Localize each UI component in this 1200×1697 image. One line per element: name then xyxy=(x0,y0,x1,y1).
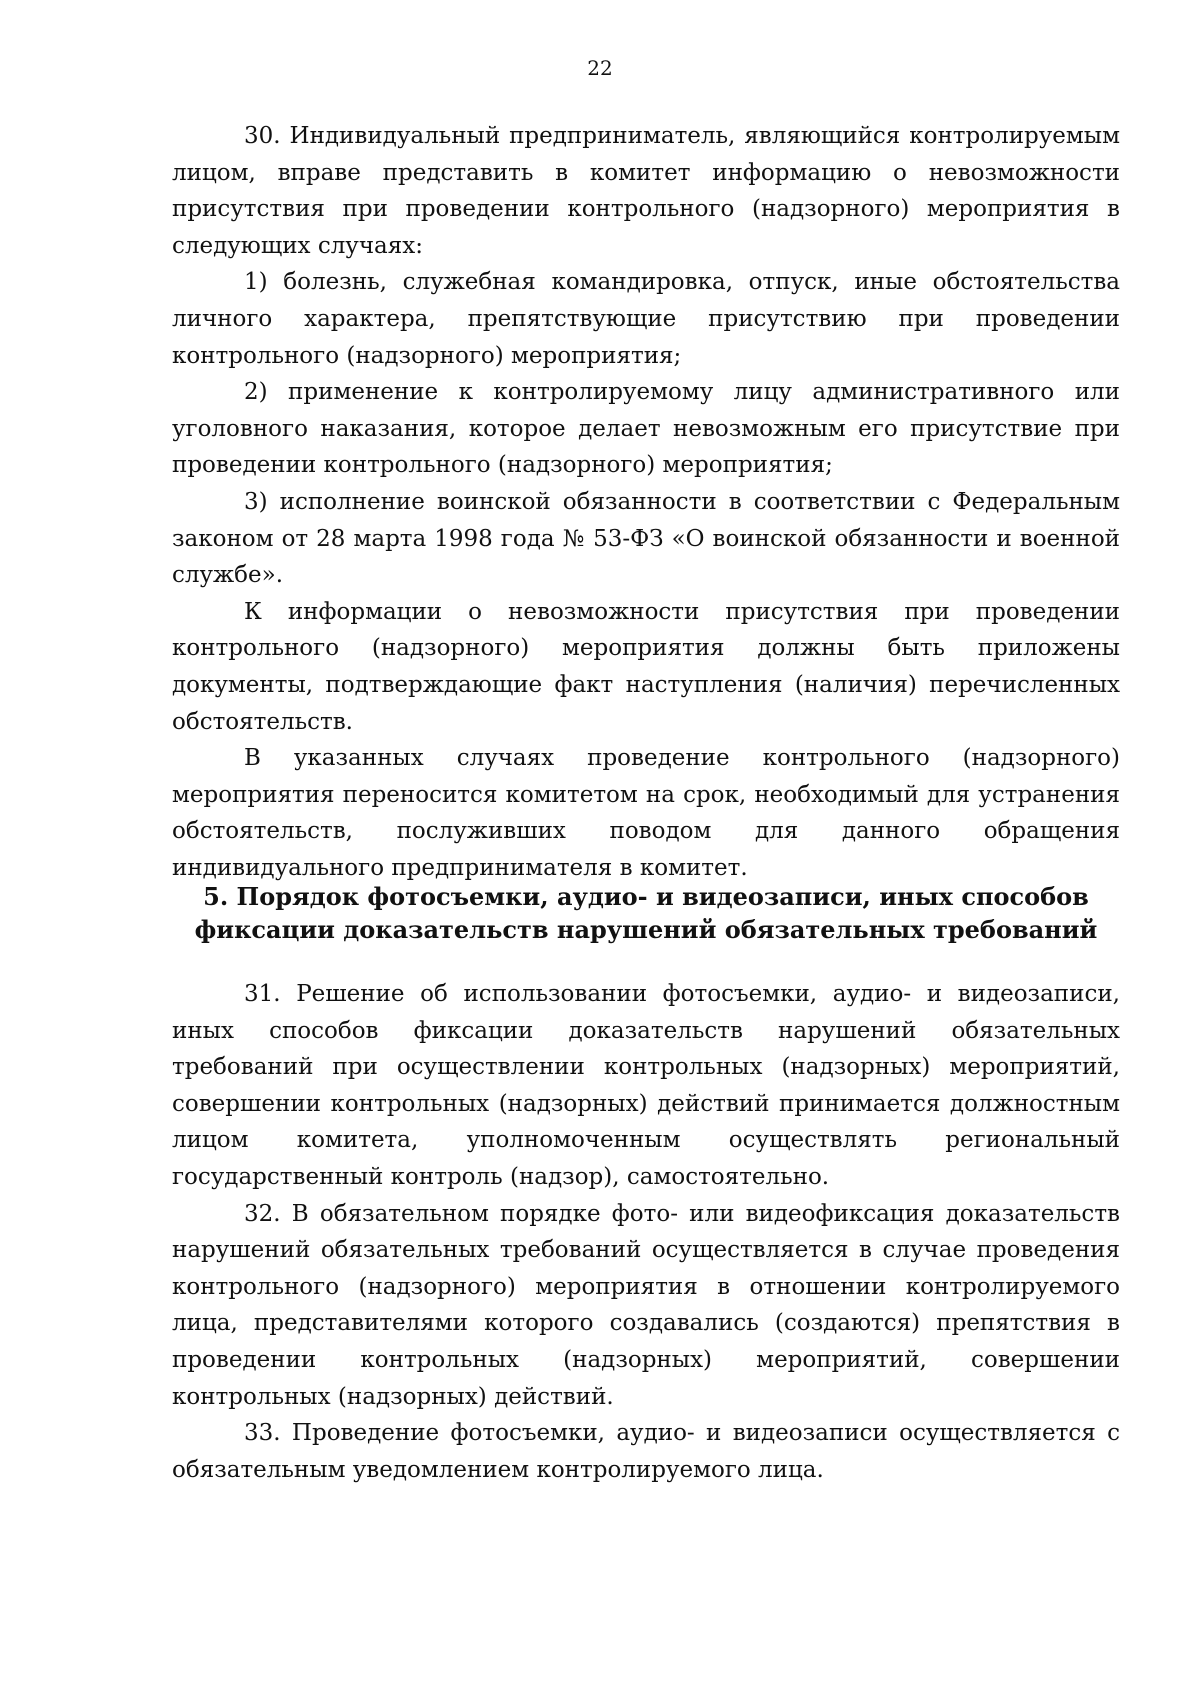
section-heading xyxy=(172,880,1120,946)
paragraph-32: 32. В обязательном порядке фото- или видеофиксация доказательств нарушений обязательных требований осуществляется в случае проведения контрольного (надзорного) мероприятия в отношении контролируемого лица, представителями которого создавались (создаются) препятствия в проведении контрольных (надзорных) мероприятий, совершении контрольных (надзорных) действий. xyxy=(172,1200,1120,1410)
paragraph-30: 30. Индивидуальный предприниматель, являющийся контролируемым лицом, вправе представить в комитет информацию о невозможности присутствия при проведении контрольного (надзорного) мероприятия в следующих случаях: xyxy=(172,123,1120,259)
list-item-1: 1) болезнь, служебная командировка, отпуск, иные обстоятельства личного характера, препятствующие присутствию при проведении контрольного (надзорного) мероприятия; xyxy=(172,269,1120,369)
list-item-3: 3) исполнение воинской обязанности в соответствии с Федеральным законом от 28 марта 1998 года № 53-ФЗ «О воинской обязанности и военной службе». xyxy=(172,488,1120,589)
body-text-before-heading xyxy=(172,118,1120,886)
section-heading-line-1: 5. Порядок фотосъемки, аудио- и видеозаписи, иных способов xyxy=(203,882,1089,911)
page-number: 22 xyxy=(587,56,613,80)
paragraph-postponement: В указанных случаях проведение контрольного (надзорного) мероприятия переносится комитетом на срок, необходимый для устранения обстоятельств, послуживших поводом для данного обращения индивидуального предпринимателя в комитет. xyxy=(172,745,1120,881)
paragraph-33: 33. Проведение фотосъемки, аудио- и видеозаписи осуществляется с обязательным уведомлением контролируемого лица. xyxy=(172,1420,1120,1483)
section-heading-line-2: фиксации доказательств нарушений обязательных требований xyxy=(194,915,1098,944)
paragraph-31: 31. Решение об использовании фотосъемки, аудио- и видеозаписи, иных способов фиксации доказательств нарушений обязательных требований при осуществлении контрольных (надзорных) мероприятий, совершении контрольных (надзорных) действий принимается должностным лицом комитета, уполномоченным осуществлять региональный государственный контроль (надзор), самостоятельно. xyxy=(172,981,1120,1190)
list-item-2: 2) применение к контролируемому лицу административного или уголовного наказания, которое делает невозможным его присутствие при проведении контрольного (надзорного) мероприятия; xyxy=(172,379,1120,479)
paragraph-documents: К информации о невозможности присутствия при проведении контрольного (надзорного) мероприятия должны быть приложены документы, подтверждающие факт наступления (наличия) перечисленных обстоятельств. xyxy=(172,598,1120,735)
body-text-after-heading xyxy=(172,976,1120,1488)
